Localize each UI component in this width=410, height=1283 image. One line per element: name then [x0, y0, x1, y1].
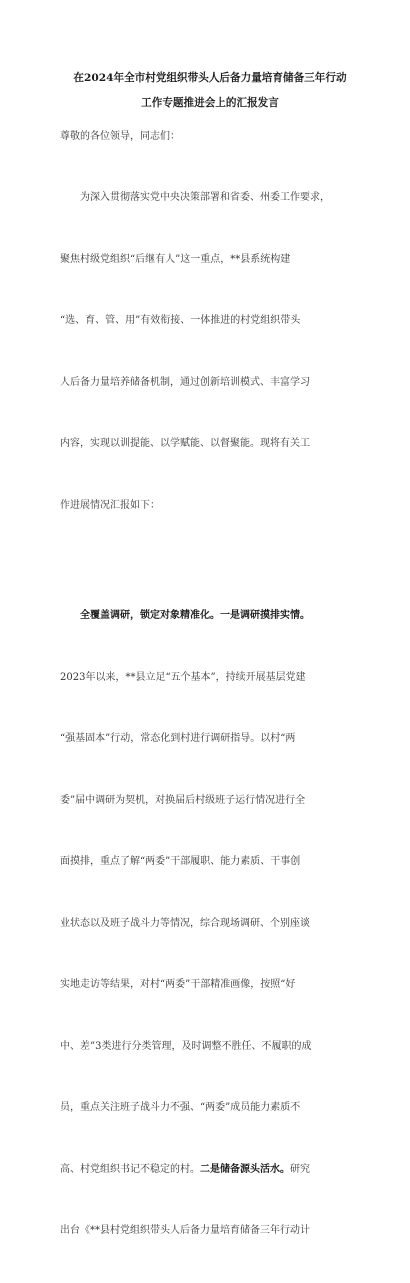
section-1-heading-line [60, 606, 360, 627]
body-line: 业状态以及班子战斗力等情况，综合现场调研、个别座谈 [60, 917, 310, 929]
body-line: 出台《**县村党组织带头人后备力量培育储备三年行动计 [60, 1225, 310, 1236]
body-line: 面摸排，重点了解“两委”干部履职、能力素质、干事创 [60, 856, 301, 867]
section-1-paragraph [60, 565, 360, 1283]
intro-line: 作进展情况汇报如下： [60, 499, 160, 511]
section-2-subheading: 二是储备源头活水。 [200, 1163, 290, 1175]
section-1-subheading: 一是调研摸排实情。 [220, 610, 310, 621]
body-line: 中、差”3类进行分类管理，及时调整不胜任、不履职的成 [60, 1040, 312, 1052]
body-line-mixed [60, 1160, 360, 1181]
section-1-heading: 全覆盖调研，锁定对象精准化。 [80, 610, 220, 621]
body-line: 委”届中调研为契机，对换届后村级班子运行情况进行全 [60, 794, 306, 806]
intro-line: “选、育、管、用”有效衔接、一体推进的村党组织带头 [60, 315, 301, 326]
body-line: 员，重点关注班子战斗力不强、“两委”成员能力素质不 [60, 1102, 301, 1113]
document-title [60, 66, 360, 116]
intro-line: 内容，实现以训提能、以学赋能、以督聚能。现将有关工 [60, 438, 310, 449]
title-line-2: 工作专题推进会上的汇报发言 [141, 97, 279, 109]
body-text: 高、村党组织书记不稳定的村。 [60, 1163, 200, 1175]
intro-line: 为深入贯彻落实党中央决策部署和省委、州委工作要求， [80, 192, 330, 203]
intro-line: 聚焦村级党组织“后继有人”这一重点，**县系统构建 [60, 253, 291, 265]
body-text: 研究 [290, 1163, 310, 1175]
salutation: 尊敬的各位领导，同志们： [60, 131, 180, 142]
intro-line: 人后备力量培养储备机制，通过创新培训模式、丰富学习 [60, 376, 310, 388]
body-line: 2023年以来，**县立足“五个基本”，持续开展基层党建 [60, 671, 306, 683]
body-line: “强基固本”行动，常态化到村进行调研指导。以村“两 [60, 733, 296, 744]
intro-paragraph [60, 147, 360, 557]
title-line-1: 在2024年全市村党组织带头人后备力量培育储备三年行动 [73, 72, 347, 84]
body-line: 实地走访等结果，对村“两委”干部精准画像，按照“好 [60, 979, 296, 990]
